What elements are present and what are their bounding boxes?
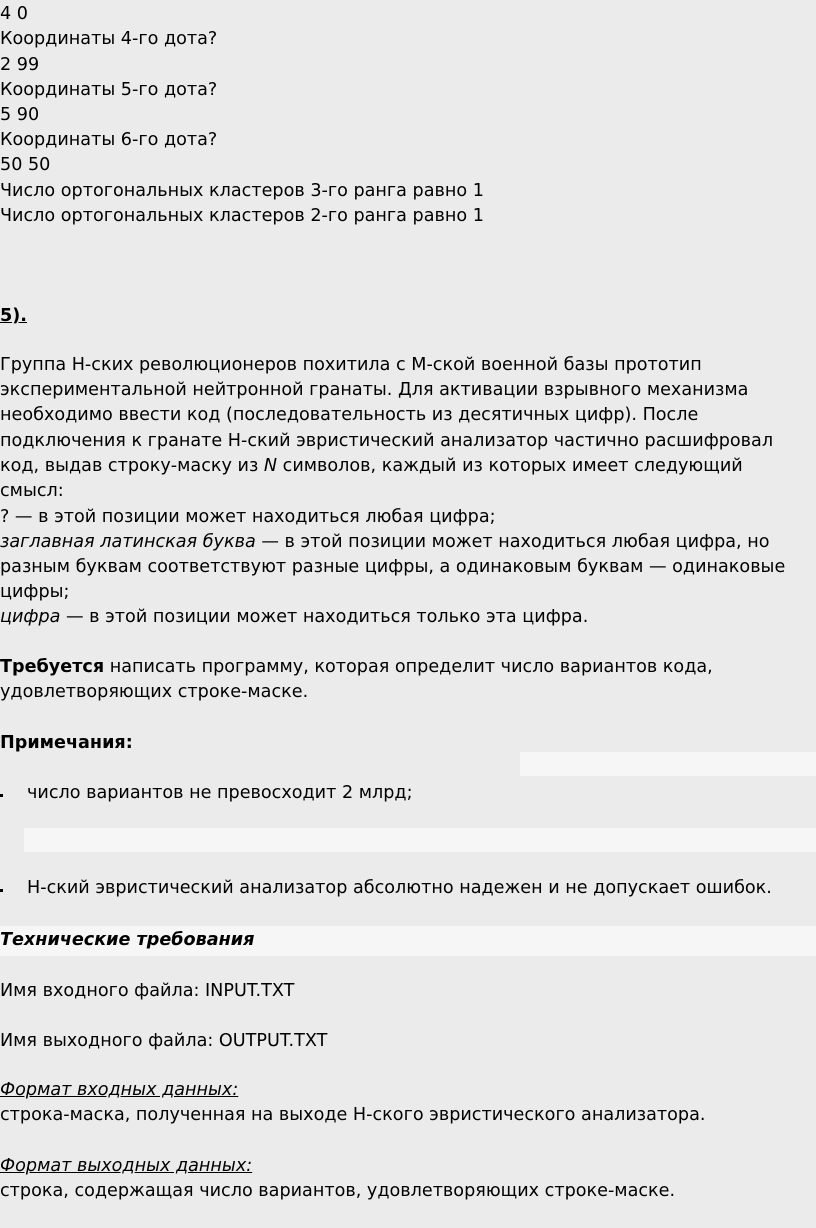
tech-heading: Технические требования: [0, 930, 255, 950]
output-line: Координаты 6-го дота?: [0, 130, 218, 150]
rule-letter: заглавная латинская буква — в этой позиции может находиться любая цифра, но: [0, 532, 770, 552]
intro-line: Группа Н-ских революционеров похитила с М-ской военной базы прототип: [0, 355, 702, 375]
input-format-text: строка-маска, полученная на выходе Н-ского эвристического анализатора.: [0, 1105, 706, 1125]
output-file: Имя выходного файла: OUTPUT.TXT: [0, 1031, 328, 1051]
bullet-icon: [0, 889, 3, 892]
intro-line: экспериментальной нейтронной гранаты. Для активации взрывного механизма: [0, 380, 749, 400]
intro-line: смысл:: [0, 481, 64, 501]
output-line: 2 99: [0, 55, 40, 75]
note-item: Н-ский эвристический анализатор абсолютно надежен и не допускает ошибок.: [27, 878, 772, 898]
highlight-band: [24, 828, 816, 852]
rule-letter: разным буквам соответствуют разные цифры, а одинаковым буквам — одинаковые: [0, 557, 786, 577]
notes-heading: Примечания:: [0, 733, 133, 753]
output-line: Координаты 4-го дота?: [0, 29, 218, 49]
input-file: Имя входного файла: INPUT.TXT: [0, 981, 295, 1001]
output-line: Координаты 5-го дота?: [0, 80, 218, 100]
requirement: Требуется написать программу, которая определит число вариантов кода,: [0, 657, 713, 677]
output-line: Число ортогональных кластеров 2-го ранга равно 1: [0, 206, 484, 226]
bullet-icon: [0, 794, 3, 797]
output-line: Число ортогональных кластеров 3-го ранга равно 1: [0, 181, 484, 201]
input-format-label: Формат входных данных:: [0, 1080, 239, 1100]
intro-line: подключения к гранате Н-ский эвристический анализатор частично расшифровал: [0, 431, 774, 451]
rule-letter: цифры;: [0, 582, 70, 602]
output-format-text: строка, содержащая число вариантов, удовлетворяющих строке-маске.: [0, 1181, 676, 1201]
section-number: 5).: [0, 306, 27, 326]
highlight-band: [520, 752, 816, 776]
note-item: число вариантов не превосходит 2 млрд;: [27, 783, 413, 803]
rule-question: ? — в этой позиции может находиться любая цифра;: [0, 507, 496, 527]
output-format-label: Формат выходных данных:: [0, 1156, 253, 1176]
intro-line: необходимо ввести код (последовательность из десятичных цифр). После: [0, 405, 699, 425]
intro-line: код, выдав строку-маску из N символов, каждый из которых имеет следующий: [0, 456, 743, 476]
output-line: 4 0: [0, 4, 28, 24]
rule-digit: цифра — в этой позиции может находиться только эта цифра.: [0, 607, 589, 627]
requirement: удовлетворяющих строке-маске.: [0, 682, 309, 702]
output-line: 50 50: [0, 155, 51, 175]
output-line: 5 90: [0, 105, 40, 125]
